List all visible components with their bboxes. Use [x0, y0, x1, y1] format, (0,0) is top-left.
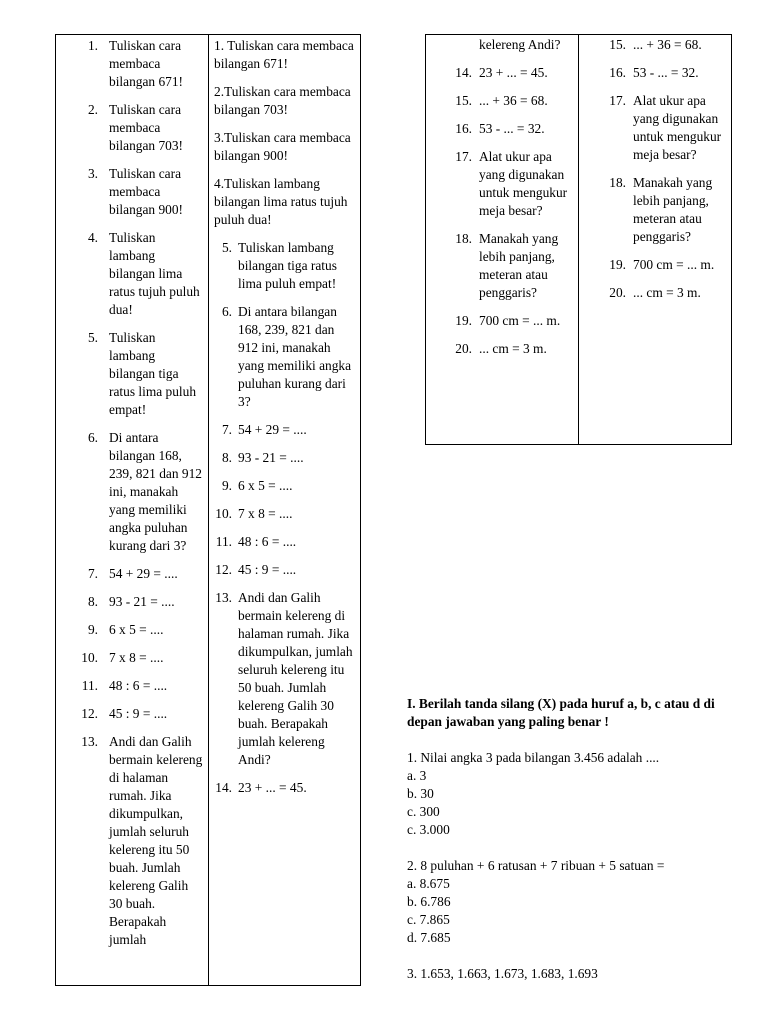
item-text: ... + 36 = 68. — [633, 37, 702, 52]
item-number: 19. — [455, 313, 472, 328]
mc-question — [407, 857, 747, 947]
list-item — [452, 148, 574, 220]
item-text: Tuliskan lambang bilangan tiga ratus lima puluh empat! — [109, 330, 197, 417]
mc-option[interactable]: c. 300 — [407, 804, 440, 819]
list-item — [452, 230, 574, 302]
item-text: 93 - 21 = .... — [238, 450, 304, 465]
item-number: 10. — [215, 506, 232, 521]
item-text: Tuliskan lambang bilangan lima ratus tujuh puluh dua! — [109, 230, 200, 317]
item-text: 45 : 9 = .... — [238, 562, 297, 577]
list-item — [80, 165, 204, 219]
item-number: 12. — [81, 706, 98, 721]
list-item — [606, 256, 727, 274]
item-number: 2. — [87, 102, 98, 117]
item-number: 16. — [455, 121, 472, 136]
list-item — [214, 239, 356, 293]
item-text: 6 x 5 = .... — [109, 622, 164, 637]
item-text: Tuliskan cara membaca bilangan 900! — [109, 166, 184, 217]
list-item — [214, 477, 356, 495]
item-text: Di antara bilangan 168, 239, 821 dan 912 ini, manakah yang memiliki angka puluhan kurang dari 3? — [238, 304, 352, 409]
item-number: 3. — [87, 166, 98, 181]
section-i-instruction: I. Berilah tanda silang (X) pada huruf a, b, c atau d di depan jawaban yang paling benar ! — [407, 696, 715, 729]
right-table-column-2 — [579, 35, 731, 444]
list-item — [452, 340, 574, 358]
mc-option[interactable]: b. 30 — [407, 786, 434, 801]
item-text: 54 + 29 = .... — [109, 566, 178, 581]
item-text: 7 x 8 = .... — [238, 506, 293, 521]
item-number: 7. — [221, 422, 232, 437]
list-item — [80, 329, 204, 419]
list-item — [80, 101, 204, 155]
list-item — [214, 589, 356, 769]
list-item — [80, 705, 204, 723]
item-number: 6. — [221, 304, 232, 319]
item-text: Tuliskan cara membaca bilangan 703! — [109, 102, 184, 153]
item-number: 4. — [87, 230, 98, 245]
item-text: 23 + ... = 45. — [238, 780, 307, 795]
list-item — [606, 36, 727, 54]
item-number: 20. — [609, 285, 626, 300]
mc-option[interactable]: d. 7.685 — [407, 930, 451, 945]
item-text: Andi dan Galih bermain kelereng di halaman rumah. Jika dikumpulkan, jumlah seluruh kelereng itu 50 buah. Jumlah kelereng Galih 30 buah. Berapakah jumlah kelereng Andi? — [238, 590, 353, 767]
item-text: ... cm = 3 m. — [479, 341, 547, 356]
item-number: 1. — [87, 38, 98, 53]
left-col2-plain-items — [214, 37, 356, 229]
plain-question: 2.Tuliskan cara membaca bilangan 703! — [214, 84, 351, 117]
plain-question: 4.Tuliskan lambang bilangan lima ratus tujuh puluh dua! — [214, 176, 348, 227]
item-text: Di antara bilangan 168, 239, 821 dan 912 ini, manakah yang memiliki angka puluhan kurang dari 3? — [109, 430, 202, 553]
item-text: Tuliskan cara membaca bilangan 671! — [109, 38, 184, 89]
item-text: Alat ukur apa yang digunakan untuk mengukur meja besar? — [633, 93, 722, 162]
list-item — [80, 733, 204, 949]
item-text: 23 + ... = 45. — [479, 65, 548, 80]
item-number: 17. — [609, 93, 626, 108]
list-item — [214, 505, 356, 523]
item-number: 13. — [81, 734, 98, 749]
left-table-column-2 — [209, 35, 360, 985]
right-col1-list — [452, 64, 574, 358]
left-col1-list — [80, 37, 204, 949]
mc-question — [407, 965, 747, 983]
item-text: Tuliskan lambang bilangan tiga ratus lima puluh empat! — [238, 240, 337, 291]
item-text: 700 cm = ... m. — [633, 257, 715, 272]
mc-option[interactable]: a. 3 — [407, 768, 427, 783]
list-item — [606, 174, 727, 246]
plain-question: 1. Tuliskan cara membaca bilangan 671! — [214, 38, 354, 71]
mc-option[interactable]: a. 8.675 — [407, 876, 450, 891]
item-text: 6 x 5 = .... — [238, 478, 293, 493]
mc-option[interactable]: c. 7.865 — [407, 912, 450, 927]
right-col2-list — [606, 36, 727, 302]
item-number: 15. — [609, 37, 626, 52]
item-number: 18. — [455, 231, 472, 246]
item-number: 20. — [455, 341, 472, 356]
left-col2-list — [214, 239, 356, 797]
item-number: 8. — [87, 594, 98, 609]
item-number: 9. — [221, 478, 232, 493]
mc-question-text: 2. 8 puluhan + 6 ratusan + 7 ribuan + 5 satuan = — [407, 858, 665, 873]
list-item — [214, 779, 356, 797]
list-item — [214, 449, 356, 467]
list-item — [80, 677, 204, 695]
list-item — [214, 533, 356, 551]
list-item — [606, 64, 727, 82]
item-text: 45 : 9 = .... — [109, 706, 168, 721]
mc-question-text: 1. Nilai angka 3 pada bilangan 3.456 adalah .... — [407, 750, 660, 765]
list-item — [80, 37, 204, 91]
list-item — [214, 303, 356, 411]
continuation-text: kelereng Andi? — [479, 37, 561, 52]
item-text: 48 : 6 = .... — [238, 534, 297, 549]
item-text: Andi dan Galih bermain kelereng di halaman rumah. Jika dikumpulkan, jumlah seluruh kelereng itu 50 buah. Jumlah kelereng Galih 30 buah. Berapakah jumlah — [109, 734, 203, 947]
list-item — [606, 284, 727, 302]
item-text: ... cm = 3 m. — [633, 285, 701, 300]
list-item — [606, 92, 727, 164]
item-text: ... + 36 = 68. — [479, 93, 548, 108]
item-text: 53 - ... = 32. — [479, 121, 545, 136]
item-number: 6. — [87, 430, 98, 445]
item-number: 15. — [455, 93, 472, 108]
item-number: 17. — [455, 149, 472, 164]
item-number: 9. — [87, 622, 98, 637]
item-text: Alat ukur apa yang digunakan untuk mengukur meja besar? — [479, 149, 568, 218]
item-number: 5. — [221, 240, 232, 255]
item-number: 13. — [215, 590, 232, 605]
item-number: 12. — [215, 562, 232, 577]
list-item — [80, 229, 204, 319]
list-item — [214, 561, 356, 579]
item-number: 14. — [455, 65, 472, 80]
list-item — [80, 565, 204, 583]
list-item — [452, 120, 574, 138]
list-item — [452, 92, 574, 110]
right-question-table — [425, 34, 732, 445]
item-number: 10. — [81, 650, 98, 665]
item-text: Manakah yang lebih panjang, meteran atau penggaris? — [633, 175, 713, 244]
list-item — [80, 649, 204, 667]
item-text: 7 x 8 = .... — [109, 650, 164, 665]
item-number: 16. — [609, 65, 626, 80]
mc-question-text: 3. 1.653, 1.663, 1.673, 1.683, 1.693 — [407, 966, 598, 981]
item-text: 700 cm = ... m. — [479, 313, 561, 328]
mc-option[interactable]: b. 6.786 — [407, 894, 451, 909]
item-number: 19. — [609, 257, 626, 272]
section-i-questions — [407, 749, 747, 983]
list-item — [80, 621, 204, 639]
mc-option[interactable]: c. 3.000 — [407, 822, 450, 837]
list-item — [214, 421, 356, 439]
section-i — [407, 695, 747, 1001]
right-table-column-1 — [426, 35, 579, 444]
list-item — [452, 312, 574, 330]
item-text: 48 : 6 = .... — [109, 678, 168, 693]
list-item — [452, 64, 574, 82]
mc-question — [407, 749, 747, 839]
item-text: 93 - 21 = .... — [109, 594, 175, 609]
plain-question: 3.Tuliskan cara membaca bilangan 900! — [214, 130, 351, 163]
item-number: 14. — [215, 780, 232, 795]
item-number: 8. — [221, 450, 232, 465]
item-number: 11. — [215, 534, 232, 549]
left-table-column-1 — [56, 35, 209, 985]
item-number: 7. — [87, 566, 98, 581]
item-text: 54 + 29 = .... — [238, 422, 307, 437]
item-number: 11. — [81, 678, 98, 693]
item-text: Manakah yang lebih panjang, meteran atau penggaris? — [479, 231, 559, 300]
item-text: 53 - ... = 32. — [633, 65, 699, 80]
list-item — [80, 593, 204, 611]
item-number: 18. — [609, 175, 626, 190]
item-number: 5. — [87, 330, 98, 345]
list-item — [80, 429, 204, 555]
left-question-table — [55, 34, 361, 986]
